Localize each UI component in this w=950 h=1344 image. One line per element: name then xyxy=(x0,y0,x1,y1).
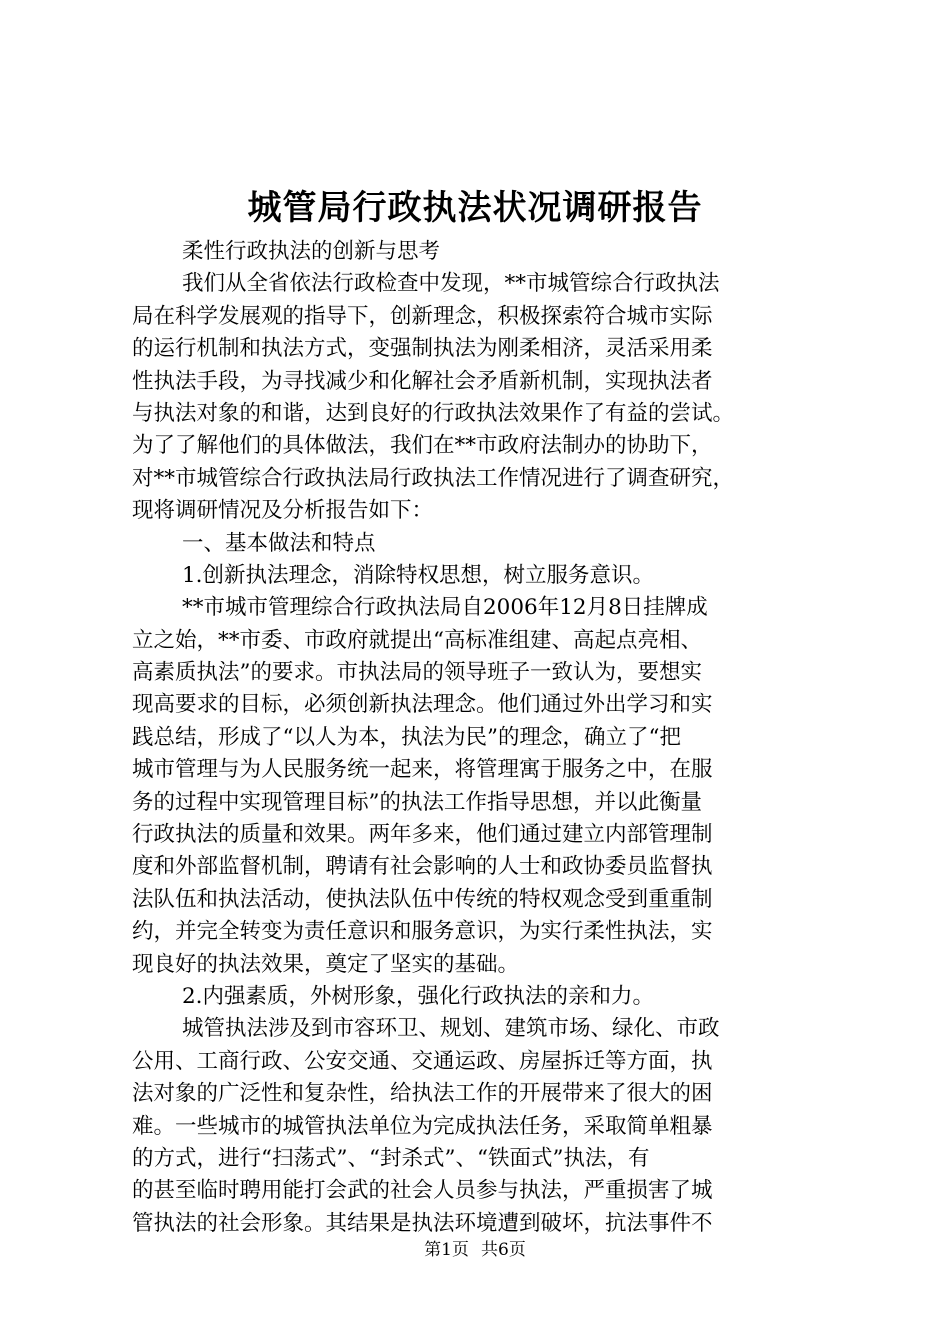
text-line: **市城市管理综合行政执法局自2006年12月8日挂牌成 xyxy=(182,595,708,621)
text-line: 的运行机制和执法方式，变强制执法为刚柔相济，灵活采用柔 xyxy=(132,336,713,362)
page-total: 共6页 xyxy=(481,1240,526,1260)
text-line: 难。一些城市的城管执法单位为完成执法任务，采取简单粗暴 xyxy=(132,1113,713,1139)
text-line: 践总结，形成了“以人为本，执法为民”的理念，确立了“把 xyxy=(132,724,681,750)
page-number: 第1页 xyxy=(424,1240,469,1260)
text-line: 我们从全省依法行政检查中发现，**市城管综合行政执法 xyxy=(182,271,720,297)
text-line: 城管执法涉及到市容环卫、规划、建筑市场、绿化、市政 xyxy=(182,1016,720,1042)
text-line: 公用、工商行政、公安交通、交通运政、房屋拆迁等方面，执 xyxy=(132,1048,713,1074)
text-line: 性执法手段，为寻找减少和化解社会矛盾新机制，实现执法者 xyxy=(132,368,713,394)
text-line: 度和外部监督机制，聘请有社会影响的人士和政协委员监督执 xyxy=(132,854,713,880)
text-line: 城市管理与为人民服务统一起来，将管理寓于服务之中，在服 xyxy=(132,757,713,783)
text-line: 现良好的执法效果，奠定了坚实的基础。 xyxy=(132,951,520,977)
text-line: 务的过程中实现管理目标”的执法工作指导思想，并以此衡量 xyxy=(132,789,702,815)
text-line: 局在科学发展观的指导下，创新理念，积极探索符合城市实际 xyxy=(132,303,713,329)
text-line: 与执法对象的和谐，达到良好的行政执法效果作了有益的尝试。 xyxy=(132,400,735,426)
text-line: 对**市城管综合行政执法局行政执法工作情况进行了调查研究， xyxy=(132,465,735,491)
text-line: 管执法的社会形象。其结果是执法环境遭到破坏，抗法事件不 xyxy=(132,1210,713,1236)
text-line: 现将调研情况及分析报告如下： xyxy=(132,498,434,524)
text-line: 为了了解他们的具体做法，我们在**市政府法制办的协助下， xyxy=(132,433,713,459)
text-line: 行政执法的质量和效果。两年多来，他们通过建立内部管理制 xyxy=(132,822,713,848)
text-line: 立之始，**市委、市政府就提出“高标准组建、高起点亮相、 xyxy=(132,627,702,653)
text-line: 的甚至临时聘用能打会武的社会人员参与执法，严重损害了城 xyxy=(132,1178,713,1204)
text-line: 高素质执法”的要求。市执法局的领导班子一致认为，要想实 xyxy=(132,660,702,686)
text-line: 的方式，进行“扫荡式”、“封杀式”、“铁面式”执法，有 xyxy=(132,1145,650,1171)
text-line: 约，并完全转变为责任意识和服务意识，为实行柔性执法，实 xyxy=(132,919,713,945)
text-line: 1.创新执法理念，消除特权思想，树立服务意识。 xyxy=(182,562,655,588)
text-line: 2.内强素质，外树形象，强化行政执法的亲和力。 xyxy=(182,983,655,1009)
text-line: 法队伍和执法活动，使执法队伍中传统的特权观念受到重重制 xyxy=(132,886,713,912)
document-body xyxy=(132,236,832,1240)
text-line: 法对象的广泛性和复杂性，给执法工作的开展带来了很大的困 xyxy=(132,1081,713,1107)
text-line: 柔性行政执法的创新与思考 xyxy=(182,239,441,264)
document-title: 城管局行政执法状况调研报告 xyxy=(247,188,703,228)
page-footer xyxy=(0,1238,950,1262)
text-line: 现高要求的目标，必须创新执法理念。他们通过外出学习和实 xyxy=(132,692,713,718)
text-line: 一、基本做法和特点 xyxy=(182,530,376,556)
